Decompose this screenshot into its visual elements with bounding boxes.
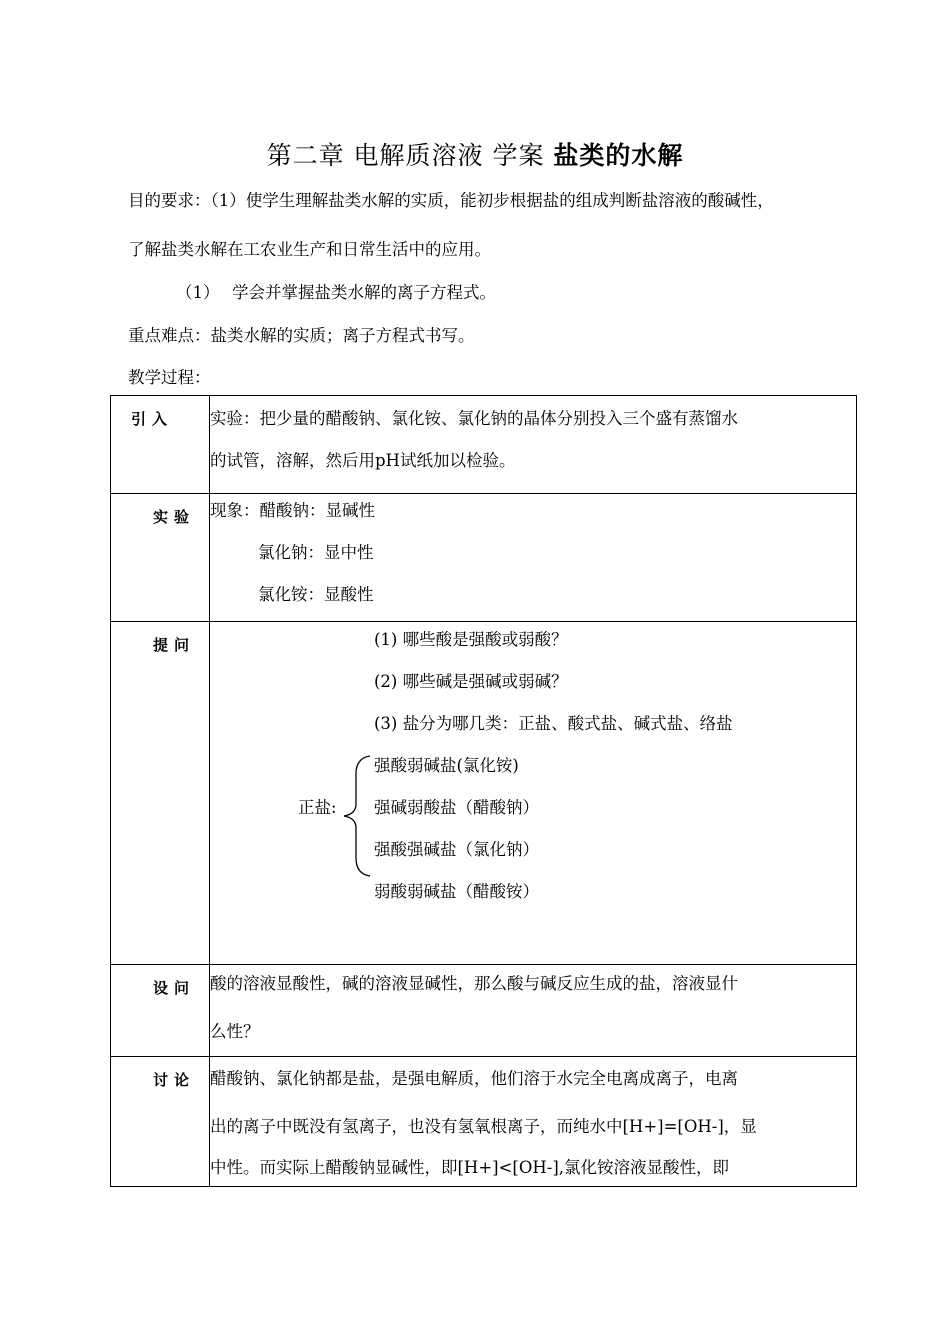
ask-line-1: 酸的溶液显酸性，碱的溶液显碱性，那么酸与碱反应生成的盐，溶液显什 <box>210 974 738 993</box>
discuss-line-3: 中性。而实际上醋酸钠显碱性，即[H+]<[OH-],氯化铵溶液显酸性，即 <box>210 1158 730 1177</box>
question-1: (1) 哪些酸是强酸或弱酸？ <box>374 630 568 649</box>
table-row <box>111 965 857 1057</box>
experiment-line-1: 现象：醋酸钠：显碱性 <box>210 501 375 520</box>
discuss-line-1: 醋酸钠、氯化钠都是盐，是强电解质，他们溶于水完全电离成离子，电离 <box>210 1069 738 1088</box>
title-bold: 盐类的水解 <box>553 141 684 170</box>
lesson-table <box>110 395 857 1187</box>
objectives-item2-text: 学会并掌握盐类水解的离子方程式。 <box>232 283 496 302</box>
title-normal: 第二章 电解质溶液 学案 <box>266 141 554 170</box>
row-label-intro: 引入 <box>131 410 174 428</box>
salt-type-1: 强酸弱碱盐(氯化铵) <box>374 756 519 775</box>
question-3: (3) 盐分为哪几类：正盐、酸式盐、碱式盐、络盐 <box>374 714 733 733</box>
experiment-line-2: 氯化钠：显中性 <box>258 543 374 562</box>
ask-line-2: 么性？ <box>210 1022 260 1041</box>
discuss-line-2: 出的离子中既没有氢离子，也没有氢氧根离子，而纯水中[H+]=[OH-]，显 <box>210 1117 757 1136</box>
salt-type-3: 强酸强碱盐（氯化钠） <box>374 840 539 859</box>
row-label-experiment: 实验 <box>152 508 195 526</box>
objectives-line1: 目的要求：（1）使学生理解盐类水解的实质，能初步根据盐的组成判断盐溶液的酸碱性， <box>128 191 774 210</box>
experiment-line-3: 氯化铵：显酸性 <box>258 585 374 604</box>
intro-line-1: 实验：把少量的醋酸钠、氯化铵、氯化钠的晶体分别投入三个盛有蒸馏水 <box>210 409 738 428</box>
row-label-discuss: 讨论 <box>152 1071 195 1089</box>
table-row <box>111 1057 857 1187</box>
page-title <box>0 136 950 172</box>
intro-line-2: 的试管，溶解，然后用pH试纸加以检验。 <box>210 451 516 470</box>
objectives-item2-num: （1） <box>176 283 220 302</box>
process-label: 教学过程： <box>128 368 211 387</box>
brace-icon <box>342 754 374 878</box>
table-row <box>111 396 857 494</box>
salt-type-4: 弱酸弱碱盐（醋酸铵） <box>374 882 539 901</box>
objectives-line2: 了解盐类水解在工农业生产和日常生活中的应用。 <box>128 240 491 259</box>
question-2: (2) 哪些碱是强碱或弱碱？ <box>374 672 568 691</box>
row-label-ask: 设问 <box>152 979 195 997</box>
table-row <box>111 622 857 965</box>
row-label-question: 提问 <box>152 636 195 654</box>
brace-label: 正盐: <box>298 798 337 817</box>
key-points: 重点难点：盐类水解的实质；离子方程式书写。 <box>128 326 475 345</box>
salt-type-2: 强碱弱酸盐（醋酸钠） <box>374 798 539 817</box>
table-row <box>111 494 857 622</box>
